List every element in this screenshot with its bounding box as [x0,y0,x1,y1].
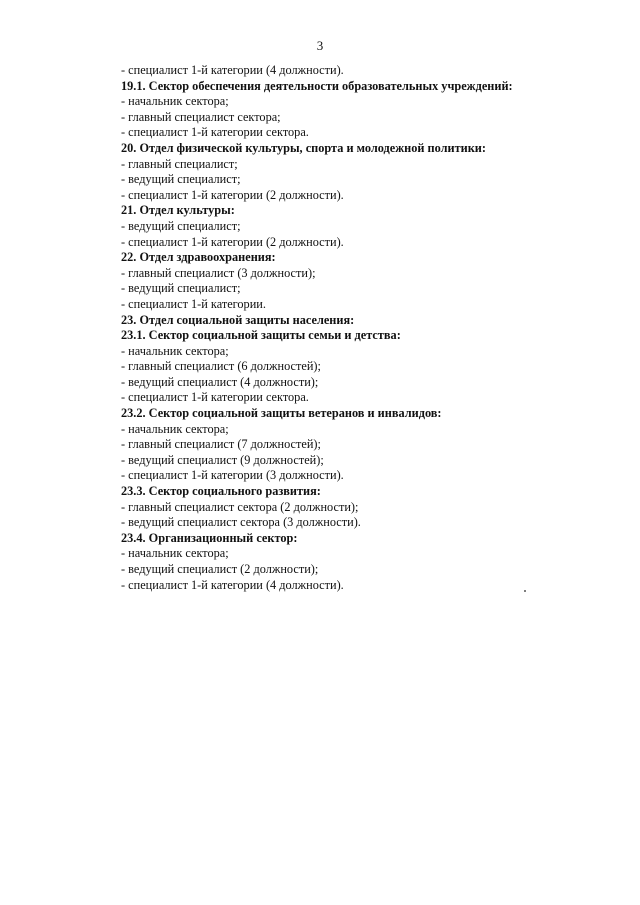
list-item: - специалист 1-й категории (2 должности). [121,187,344,202]
list-item: - ведущий специалист; [121,281,241,296]
section-heading: 23. Отдел социальной защиты населения: [121,312,355,327]
list-item: - главный специалист (3 должности); [121,265,316,280]
list-item: - ведущий специалист; [121,172,241,187]
section-heading: 23.4. Организационный сектор: [121,530,298,545]
section-heading: 23.3. Сектор социального развития: [121,484,321,499]
list-item: - главный специалист сектора (2 должности); [121,499,359,514]
list-item: - ведущий специалист (9 должностей); [121,452,324,467]
list-item: - начальник сектора; [121,421,229,436]
list-item: - главный специалист; [121,156,238,171]
list-item: - ведущий специалист (4 должности); [121,374,319,389]
list-item: - начальник сектора; [121,94,229,109]
list-item: - начальник сектора; [121,343,229,358]
page-number: 3 [316,38,324,53]
list-item: - ведущий специалист; [121,218,241,233]
list-item: - специалист 1-й категории (3 должности). [121,468,344,483]
section-heading: 21. Отдел культуры: [121,203,235,218]
list-item: - специалист 1-й категории. [121,296,266,311]
list-item: - специалист 1-й категории (4 должности). [121,577,344,592]
section-heading: 22. Отдел здравоохранения: [121,250,276,265]
section-heading: 23.1. Сектор социальной защиты семьи и детства: [121,328,401,343]
section-heading: 20. Отдел физической культуры, спорта и молодежной политики: [121,140,486,155]
list-item: - главный специалист (6 должностей); [121,359,321,374]
section-heading: 19.1. Сектор обеспечения деятельности образовательных учреждений: [121,78,513,93]
list-item: - ведущий специалист сектора (3 должности). [121,515,361,530]
section-heading: 23.2. Сектор социальной защиты ветеранов и инвалидов: [121,406,442,421]
list-item: - специалист 1-й категории сектора. [121,125,309,140]
list-item: - главный специалист (7 должностей); [121,437,321,452]
list-item: - специалист 1-й категории сектора. [121,390,309,405]
list-item: - главный специалист сектора; [121,109,281,124]
document-body [121,63,581,593]
list-item: - начальник сектора; [121,546,229,561]
list-item: - специалист 1-й категории (4 должности). [121,63,344,77]
list-item: - специалист 1-й категории (2 должности). [121,234,344,249]
scan-speck [524,590,526,592]
list-item: - ведущий специалист (2 должности); [121,562,319,576]
